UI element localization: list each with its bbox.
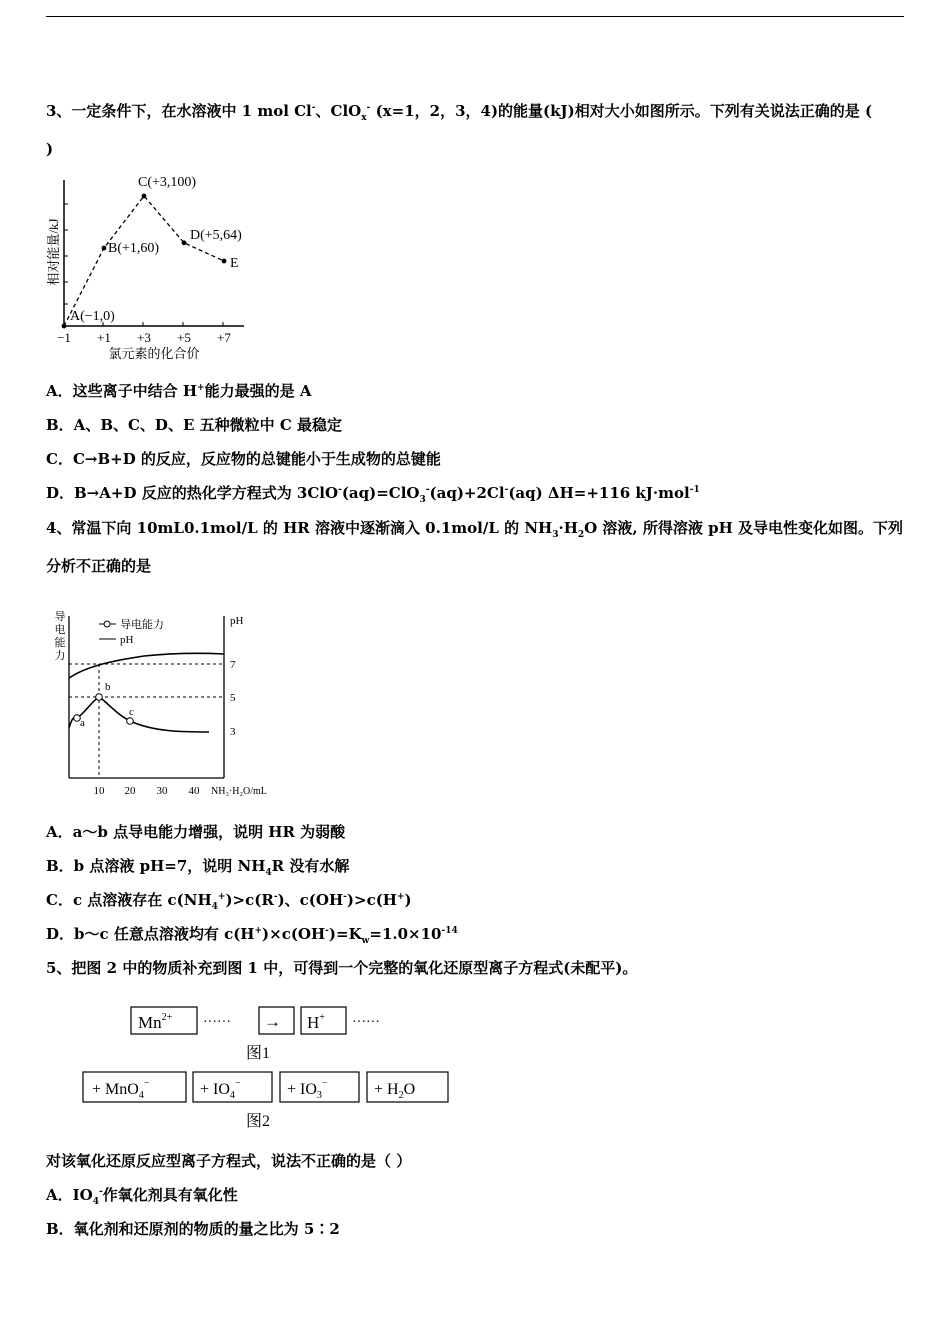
header-rule [46, 16, 904, 17]
q3-option-a: A．这些离子中结合 H+能力最强的是 A [46, 382, 312, 400]
q4-ph-tick-3: 3 [230, 726, 236, 738]
q3-y-label: 相对能量/kJ [46, 218, 61, 286]
fig1-dots-2: ······ [352, 1015, 380, 1030]
q4-option-b: B．b 点溶液 pH=7，说明 $NH_4R$ 没有水解 [46, 857, 350, 878]
q4-option-d: D．b～c 任意点溶液均有 $c(H^+)\times c(OH^-)=K_w=1.0\times 10^{-14}$ [46, 925, 458, 946]
q4-x-tick-40: 40 [188, 785, 200, 797]
q3-point-4 [222, 259, 227, 264]
q5-option-a: A．$IO_4^-$作氧化剂具有氧化性 [46, 1186, 238, 1207]
q3-point-label-0: A(−1,0) [70, 309, 115, 324]
q5-question: 对该氧化还原反应型离子方程式，说法不正确的是（ ） [46, 1152, 412, 1170]
q4-x-tick-20: 20 [124, 785, 136, 797]
q4-point-b-label: b [105, 681, 111, 693]
fig1-caption: 图1 [246, 1045, 271, 1062]
q3-point-3 [182, 240, 187, 245]
q3-option-c: C．C→B+D 的反应，反应物的总键能小于生成物的总键能 [46, 450, 441, 468]
q3-point-0 [62, 324, 67, 329]
q3-energy-curve [64, 196, 224, 326]
q3-x-label: 氯元素的化合价 [108, 346, 200, 361]
q4-ph-tick-5: 5 [230, 692, 236, 704]
q4-point-c-label: c [129, 706, 134, 718]
fig1-h-ion: H+ [307, 1012, 325, 1032]
q3-x-tick-2: +3 [137, 330, 151, 345]
q4-stem: 4、常温下向 10mL0.1mol/L 的 HR 溶液中逐渐滴入 0.1mol/L 的 $NH_3\cdot H_2O$ 溶液, 所得溶液 pH 及导电性变化如图。下列 [46, 519, 903, 540]
q3-point-label-4: E [230, 256, 239, 271]
fig2-io3: + $IO_3^-$ [287, 1078, 328, 1101]
q4-ph-tick-7: 7 [230, 659, 236, 671]
q3-option-d: D．B→A+D 反应的热化学方程式为 3ClO-(aq)=ClO$_3$-(aq)+2Cl-(aq) ΔH=+116 kJ·mol$^{-1}$ [46, 484, 700, 505]
q4-x-tick-30: 30 [156, 785, 168, 797]
q4-ph-curve [69, 653, 224, 678]
q3-x-tick-3: +5 [177, 330, 191, 345]
q3-option-b: B．A、B、C、D、E 五种微粒中 C 最稳定 [46, 416, 342, 434]
fig2-h2o: + $H_2O$ [374, 1081, 416, 1101]
fig2-mno4: + MnO$_4$− [92, 1078, 150, 1101]
q4-conductivity-curve [69, 697, 209, 732]
q4-left-axis-label: 导电能力 [54, 611, 66, 662]
fig2-caption: 图2 [246, 1113, 271, 1130]
q5-stem: 5、把图 2 中的物质补充到图 1 中，可得到一个完整的氧化还原型离子方程式(未配平)。 [46, 959, 638, 977]
fig1-mn-ion: $Mn^{2+}$ [138, 1012, 173, 1032]
q3-x-tick-1: +1 [97, 330, 111, 345]
q3-x-tick-4: +7 [217, 330, 231, 345]
q3-energy-chart [44, 174, 274, 366]
q4-option-a: A．a～b 点导电能力增强，说明 HR 为弱酸 [46, 823, 346, 841]
q3-point-2 [142, 194, 147, 199]
q4-point-a-label: a [80, 717, 85, 729]
q4-stem-2: 分析不正确的是 [46, 557, 152, 575]
q3-x-tick-0: −1 [57, 330, 71, 345]
fig1-dots-1: ······ [203, 1015, 231, 1030]
q4-x-label: NH₃·H₂O/mL [211, 786, 267, 797]
q4-x-tick-10: 10 [93, 785, 105, 797]
fig1-arrow: → [264, 1012, 281, 1031]
q4-point-c [127, 718, 134, 725]
q4-legend-conductivity: 导电能力 [120, 619, 164, 631]
q3-point-label-2: C(+3,100) [138, 175, 197, 190]
q5-option-b: B．氧化剂和还原剂的物质的量之比为 5∶2 [46, 1220, 340, 1238]
q3-point-label-1: B(+1,60) [108, 241, 160, 256]
fig2-io4: + $IO_4^-$ [200, 1078, 241, 1101]
q4-point-b [96, 694, 103, 701]
q4-right-axis-label: pH [230, 615, 244, 627]
q5-figure-1 [128, 1002, 418, 1066]
q3-point-label-3: D(+5,64) [190, 227, 242, 243]
q4-option-c: C．c 点溶液存在 $c(NH_4^+)>c(R^-)$、c(OH-)>c(H+) [46, 891, 412, 912]
q3-point-1 [102, 246, 107, 251]
q4-legend-ph: pH [120, 634, 134, 646]
q3-stem: 3、一定条件下，在水溶液中 1 mol Cl-、ClO$_x$- (x=1，2，3，4)的能量(kJ)相对大小如图所示。下列有关说法正确的是 ( [46, 102, 873, 123]
q5-figure-2 [80, 1068, 455, 1132]
q4-conductivity-ph-chart [44, 606, 294, 804]
q3-stem-end: ) [46, 140, 54, 158]
